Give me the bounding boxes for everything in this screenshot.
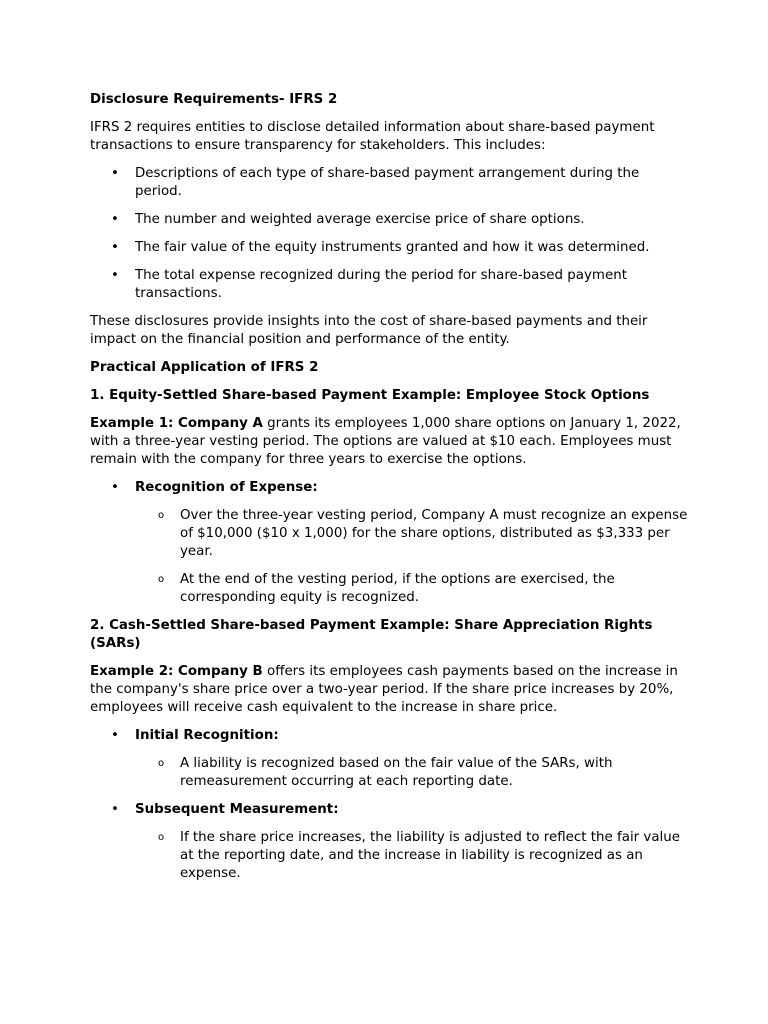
list-item-text: The fair value of the equity instruments granted and how it was determined. [135, 240, 650, 255]
sub-list-item [135, 755, 690, 791]
disclosure-list [90, 165, 690, 303]
document-page [90, 91, 690, 893]
sub-list [135, 507, 690, 607]
example2-body: offers its employees cash payments based on the increase in the company's share price over a two-year period. If the share price increases by 20%, employees will receive cash equivalent to the increase in share price. [90, 664, 678, 715]
list-item-text: The number and weighted average exercise price of share options. [135, 212, 585, 227]
list-item [90, 267, 690, 303]
disclosure-intro: IFRS 2 requires entities to disclose detailed information about share-based payment transactions to ensure transparency for stakeholders. This includes: [90, 120, 655, 153]
example2-paragraph [90, 663, 690, 717]
example2-lead: Example 2: Company B [90, 664, 263, 679]
list-item [90, 479, 690, 607]
sub-bullet-icon: o [158, 758, 165, 769]
list-item-title: Recognition of Expense: [135, 480, 318, 495]
example1-list [90, 479, 690, 607]
sub-list-item [135, 507, 690, 561]
section-heading-disclosure: Disclosure Requirements- IFRS 2 [90, 92, 338, 107]
bullet-icon: • [111, 480, 119, 495]
bullet-icon: • [111, 212, 119, 227]
list-item-text: Descriptions of each type of share-based payment arrangement during the period. [135, 166, 640, 199]
sub-list-item [135, 829, 690, 883]
sub-list [135, 829, 690, 883]
sub-list [135, 755, 690, 791]
bullet-icon: • [111, 268, 119, 283]
sub-list-item-text: At the end of the vesting period, if the options are exercised, the corresponding equity is recognized. [180, 572, 615, 605]
sub-list-item-text: Over the three-year vesting period, Company A must recognize an expense of $10,000 ($10 x 1,000) for the share options, distributed as $3,333 per year. [180, 508, 688, 559]
example1-heading: 1. Equity-Settled Share-based Payment Example: Employee Stock Options [90, 388, 650, 403]
section-heading-practical: Practical Application of IFRS 2 [90, 360, 319, 375]
list-item [90, 211, 690, 229]
bullet-icon: • [111, 240, 119, 255]
list-item-text: The total expense recognized during the period for share-based payment transactions. [135, 268, 627, 301]
example1-paragraph [90, 415, 690, 469]
list-item [90, 727, 690, 791]
list-item [90, 165, 690, 201]
list-item [90, 239, 690, 257]
list-item [90, 801, 690, 883]
disclosure-closing: These disclosures provide insights into the cost of share-based payments and their impact on the financial position and performance of the entity. [90, 314, 648, 347]
sub-list-item-text: If the share price increases, the liability is adjusted to reflect the fair value at the reporting date, and the increase in liability is recognized as an expense. [180, 830, 680, 881]
sub-bullet-icon: o [158, 574, 165, 585]
sub-list-item-text: A liability is recognized based on the fair value of the SARs, with remeasurement occurring at each reporting date. [180, 756, 613, 789]
example1-body: grants its employees 1,000 share options on January 1, 2022, with a three-year vesting period. The options are valued at $10 each. Employees must remain with the company for three years to exercise the options. [90, 416, 681, 467]
sub-bullet-icon: o [158, 510, 165, 521]
sub-bullet-icon: o [158, 832, 165, 843]
example2-heading: 2. Cash-Settled Share-based Payment Example: Share Appreciation Rights (SARs) [90, 618, 653, 651]
list-item-title: Subsequent Measurement: [135, 802, 339, 817]
bullet-icon: • [111, 802, 119, 817]
bullet-icon: • [111, 728, 119, 743]
sub-list-item [135, 571, 690, 607]
bullet-icon: • [111, 166, 119, 181]
list-item-title: Initial Recognition: [135, 728, 279, 743]
example2-list [90, 727, 690, 883]
example1-lead: Example 1: Company A [90, 416, 263, 431]
